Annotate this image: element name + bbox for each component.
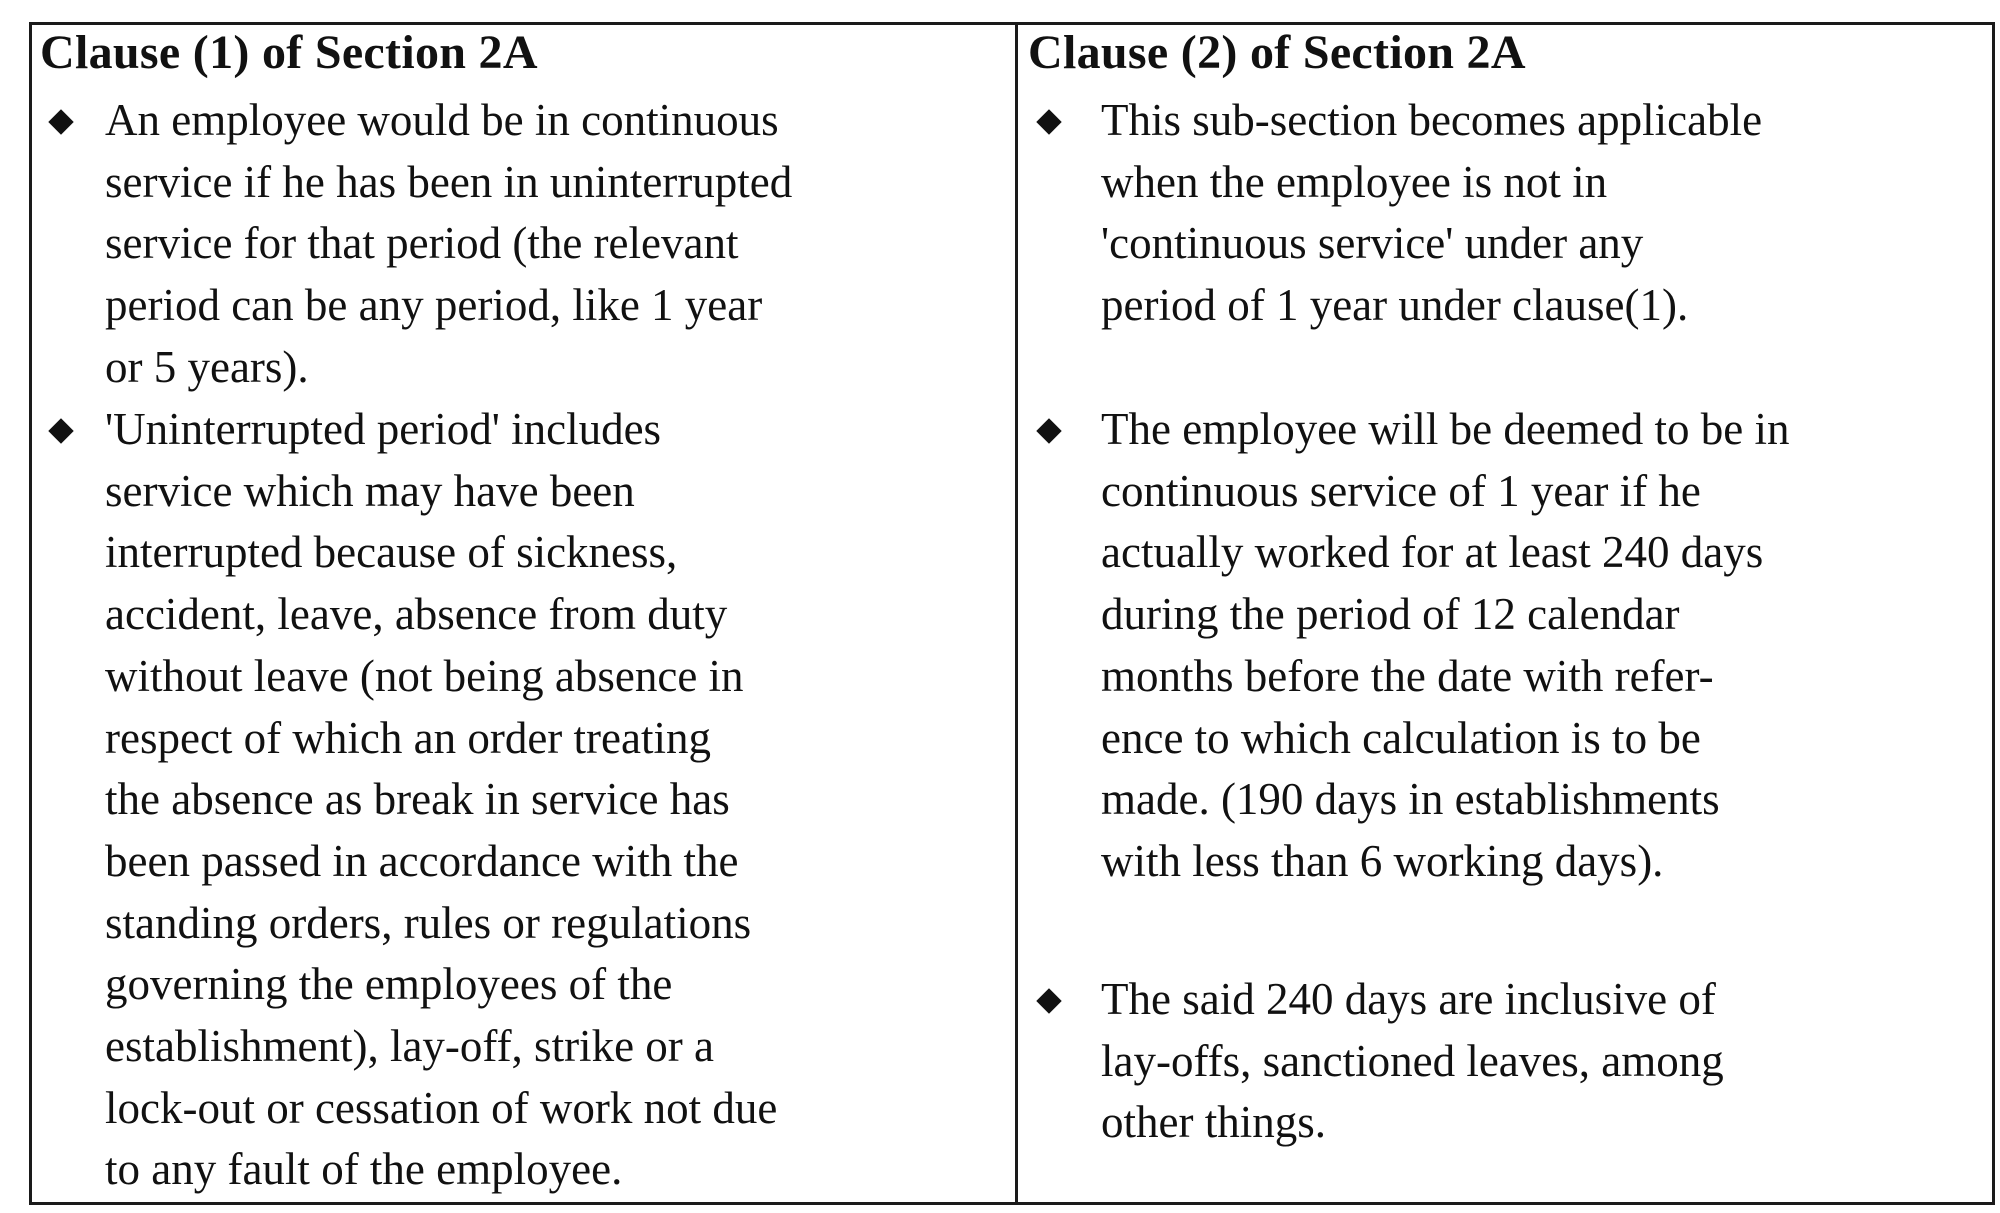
right-column-heading: Clause (2) of Section 2A <box>1028 26 1526 79</box>
right-column <box>1028 22 1988 1148</box>
left-bullet-text: An employee would be in continuous service if he has been in uninterrupted service for that period (the relevant period can be any period, like 1 year or 5 years). <box>105 95 793 392</box>
left-bullet-text: 'Uninterrupted period' includes service which may have been interrupted because of sickness, accident, leave, absence from duty without leave (not being absence in respect of which an order treating the absence as break in service has been passed in accordance with the standing orders, rules or regulations governing the employees of the establishment), lay-off, strike or a lock-out or cessation of work not due to any fault of the employee. <box>105 404 778 1195</box>
left-column <box>40 22 1010 1195</box>
right-bullet-text: This sub-section becomes applicable when the employee is not in 'continuous service' under any period of 1 year under clause(1). <box>1101 95 1763 331</box>
left-column-heading: Clause (1) of Section 2A <box>40 26 538 79</box>
right-bullet-text: The employee will be deemed to be in continuous service of 1 year if he actually worked for at least 240 days during the period of 12 calendar months before the date with refer- ence to which calculation is to be made. (190 days in establishments with less than 6 working days). <box>1101 404 1790 886</box>
right-bullet-text: The said 240 days are inclusive of lay-offs, sanctioned leaves, among other things. <box>1101 974 1724 1148</box>
